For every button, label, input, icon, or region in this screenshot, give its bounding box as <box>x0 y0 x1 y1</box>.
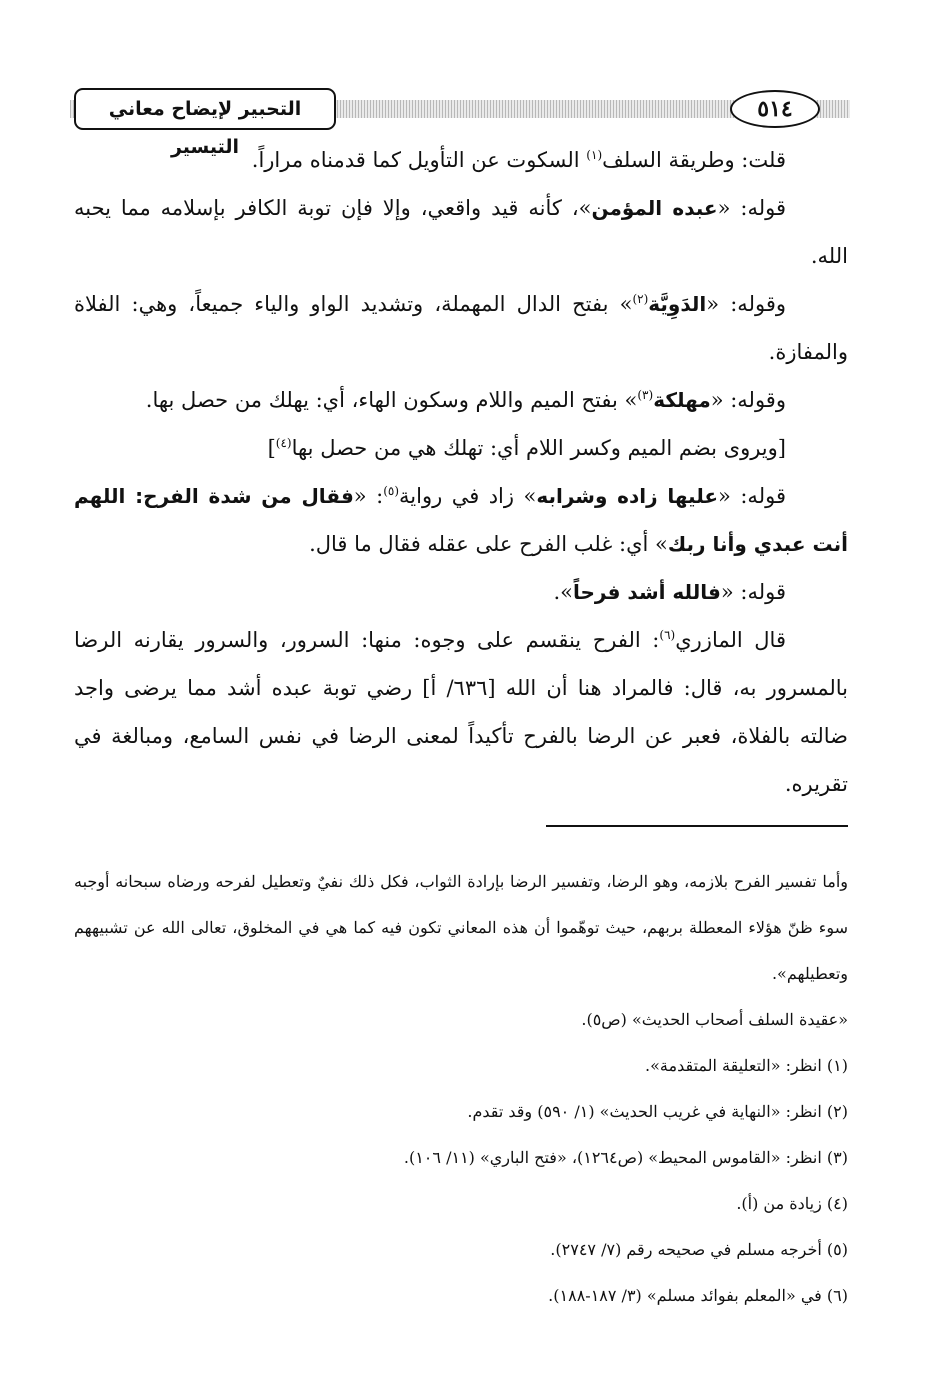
text-span: » زاد في رواية <box>399 484 537 508</box>
text-span: وقوله: « <box>706 292 786 316</box>
text-span: » أي: غلب الفرح على عقله فقال ما قال. <box>309 532 668 556</box>
text-span: قوله: « <box>718 484 786 508</box>
text-span: السكوت عن التأويل كما قدمناه مراراً. <box>251 148 587 172</box>
text-span: » بفتح الميم واللام وسكون الهاء، أي: يهلك من حصل بها. <box>145 388 638 412</box>
paragraph <box>74 424 848 472</box>
footnote-5: (٥) أخرجه مسلم في صحيحه رقم (٧/ ٢٧٤٧). <box>550 1240 848 1259</box>
running-header <box>70 86 850 158</box>
paragraph <box>74 616 848 808</box>
quoted-term: عبده المؤمن <box>591 196 718 220</box>
quoted-term: مهلكة <box>653 388 711 412</box>
text-span: : « <box>353 484 384 508</box>
footnote-ref: (٥) <box>383 484 400 498</box>
text-span: »، كأنه قيد واقعي، وإلا فإن توبة الكافر بإسلامه مما يحبه الله. <box>74 196 848 268</box>
paragraph <box>74 568 848 616</box>
footnote-separator <box>546 825 848 827</box>
footnote-ref: (٦) <box>659 628 676 642</box>
footnote-ref: (٤) <box>275 436 292 450</box>
text-span: ] <box>267 436 276 460</box>
footnote-3: (٣) انظر: «القاموس المحيط» (ص١٢٦٤)، «فتح الباري» (١١/ ١٠٦). <box>403 1148 848 1167</box>
text-span: : الفرح ينقسم على وجوه: منها: السرور، والسرور يقارنه الرضا بالمسرور به، قال: فالمراد هنا أن الله [٦٣٦/ أ] رضي توبة عبده أشد مما يرضى واجد ضالته بالفلاة، فعبر عن الرضا بالفرح تأكيداً لمعنى الرضا في نفس السامع، ومبالغة في تقريره. <box>74 628 848 796</box>
page-number: ٥١٤ <box>730 90 820 128</box>
text-span: ». <box>553 580 573 604</box>
text-span: » بفتح الدال المهملة، وتشديد الواو والياء جميعاً، وهي: الفلاة والمفازة. <box>74 292 848 364</box>
footnote-1: (١) انظر: «التعليقة المتقدمة». <box>645 1056 848 1075</box>
text-span: قوله: « <box>720 580 786 604</box>
paragraph <box>74 472 848 568</box>
main-text <box>74 136 848 808</box>
paragraph <box>74 136 848 184</box>
text-span: قوله: « <box>717 196 786 220</box>
footnote-continuation: وأما تفسير الفرح بلازمه، وهو الرضا، وتفسير الرضا بإرادة الثواب، فكل ذلك نفيٌ وتعطيل لفرحه ورضاه سبحانه أوجبه سوء ظنّ هؤلاء المعطلة بربهم، حيث توهّموا أن هذه المعاني تكون فيه كما هي في المخلوق، تعالى الله عن تشبيههم وتعطيلهم». <box>74 872 848 983</box>
footnotes <box>74 859 848 1319</box>
quoted-term: عليها زاده وشرابه <box>536 484 719 508</box>
quoted-term: فالله أشد فرحاً <box>572 580 721 604</box>
paragraph <box>74 184 848 280</box>
paragraph <box>74 376 848 424</box>
footnote-source: «عقيدة السلف أصحاب الحديث» (ص٥). <box>581 1010 848 1029</box>
quoted-term: الدَوِيَّة <box>648 292 707 316</box>
footnote-6: (٦) في «المعلم بفوائد مسلم» (٣/ ١٨٧-١٨٨). <box>548 1286 848 1305</box>
footnote-ref: (٢) <box>632 292 649 306</box>
quoted-term: فقال من شدة الفرح: اللهم أنت عبدي وأنا ربك <box>74 484 848 556</box>
paragraph <box>74 280 848 376</box>
footnote-4: (٤) زيادة من (أ). <box>736 1194 848 1213</box>
book-title: التحبير لإيضاح معاني التيسير <box>74 88 336 130</box>
footnote-2: (٢) انظر: «النهاية في غريب الحديث» (١/ ٥٩٠) وقد تقدم. <box>467 1102 848 1121</box>
footnote-ref: (٣) <box>637 388 654 402</box>
text-span: وقوله: « <box>710 388 786 412</box>
footnote-ref: (١) <box>586 148 603 162</box>
text-span: قال المازري <box>675 628 786 652</box>
text-span: [ويروى بضم الميم وكسر اللام أي: تهلك هي من حصل بها <box>291 436 786 460</box>
text-span: قلت: وطريقة السلف <box>602 148 786 172</box>
